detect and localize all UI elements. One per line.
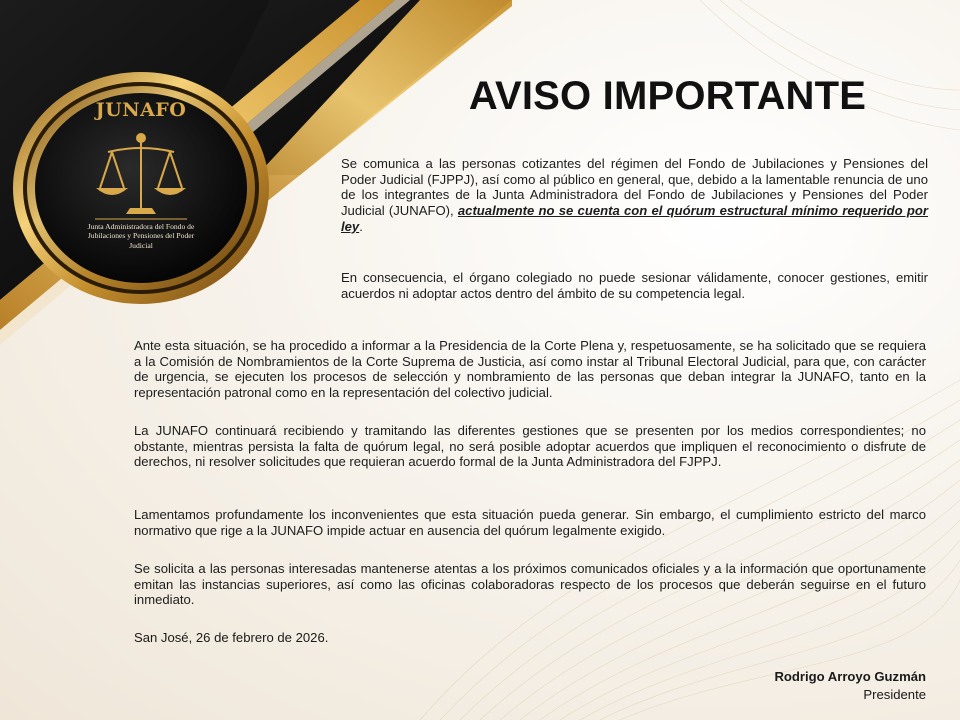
signature-role: Presidente [863,687,926,702]
paragraph-2: En consecuencia, el órgano colegiado no puede sesionar válidamente, conocer gestiones, emitir acuerdos ni adoptar actos dentro del ámbito de su competencia legal. [341,270,928,301]
paragraph-1 [341,156,928,235]
paragraph-6: Se solicita a las personas interesadas mantenerse atentas a los próximos comunicados oficiales y a la información que oportunamente emitan las instancias superiores, así como las oficinas colaboradoras respecto de los procesos que deberán seguirse en el futuro inmediato. [134,561,926,608]
page-title: AVISO IMPORTANTE [468,74,867,118]
paragraph-3: Ante esta situación, se ha procedido a informar a la Presidencia de la Corte Plena y, respetuosamente, se ha solicitado que se requiera a la Comisión de Nombramientos de la Corte Suprema de Justicia, así como instar al Tribunal Electoral Judicial, para que, con carácter de urgencia, se ejecuten los procesos de selección y nombramiento de las personas que deban integrar la JUNAFO, tanto en la representación patronal como en la representación del colectivo judicial. [134,338,926,401]
date-line: San José, 26 de febrero de 2026. [134,630,329,645]
paragraph-1-end: . [359,218,363,234]
paragraph-1-text: Se comunica a las personas cotizantes del régimen del Fondo de Jubilaciones y Pensiones del Poder Judicial (FJPPJ), así como al público en general, que, debido a la lamentable renuncia de uno de los integrantes de la Junta Administradora del Fondo de Jubilaciones y Pensiones del Poder Judicial (JUNAFO), [341,156,928,219]
logo-subtitle: Junta Administradora del Fondo de Jubilaciones y Pensiones del Poder Judicial [87,222,195,250]
junafo-logo [14,74,268,302]
paragraph-5: Lamentamos profundamente los inconvenientes que esta situación pueda generar. Sin embargo, el cumplimiento estricto del marco normativo que rige a la JUNAFO impide actuar en ausencia del quórum legalmente exigido. [134,507,926,538]
paragraph-1-emphasis: actualmente no se cuenta con el quórum estructural mínimo requerido por ley [341,203,928,234]
signature-name: Rodrigo Arroyo Guzmán [774,669,926,684]
paragraph-4: La JUNAFO continuará recibiendo y tramitando las diferentes gestiones que se presenten por los medios correspondientes; no obstante, mientras persista la falta de quórum legal, no será posible adoptar acuerdos que impliquen el reconocimiento o disfrute de derechos, ni resolver solicitudes que requieran acuerdo formal de la Junta Administradora del FJPPJ. [134,423,926,470]
logo-title: JUNAFO [95,99,187,121]
